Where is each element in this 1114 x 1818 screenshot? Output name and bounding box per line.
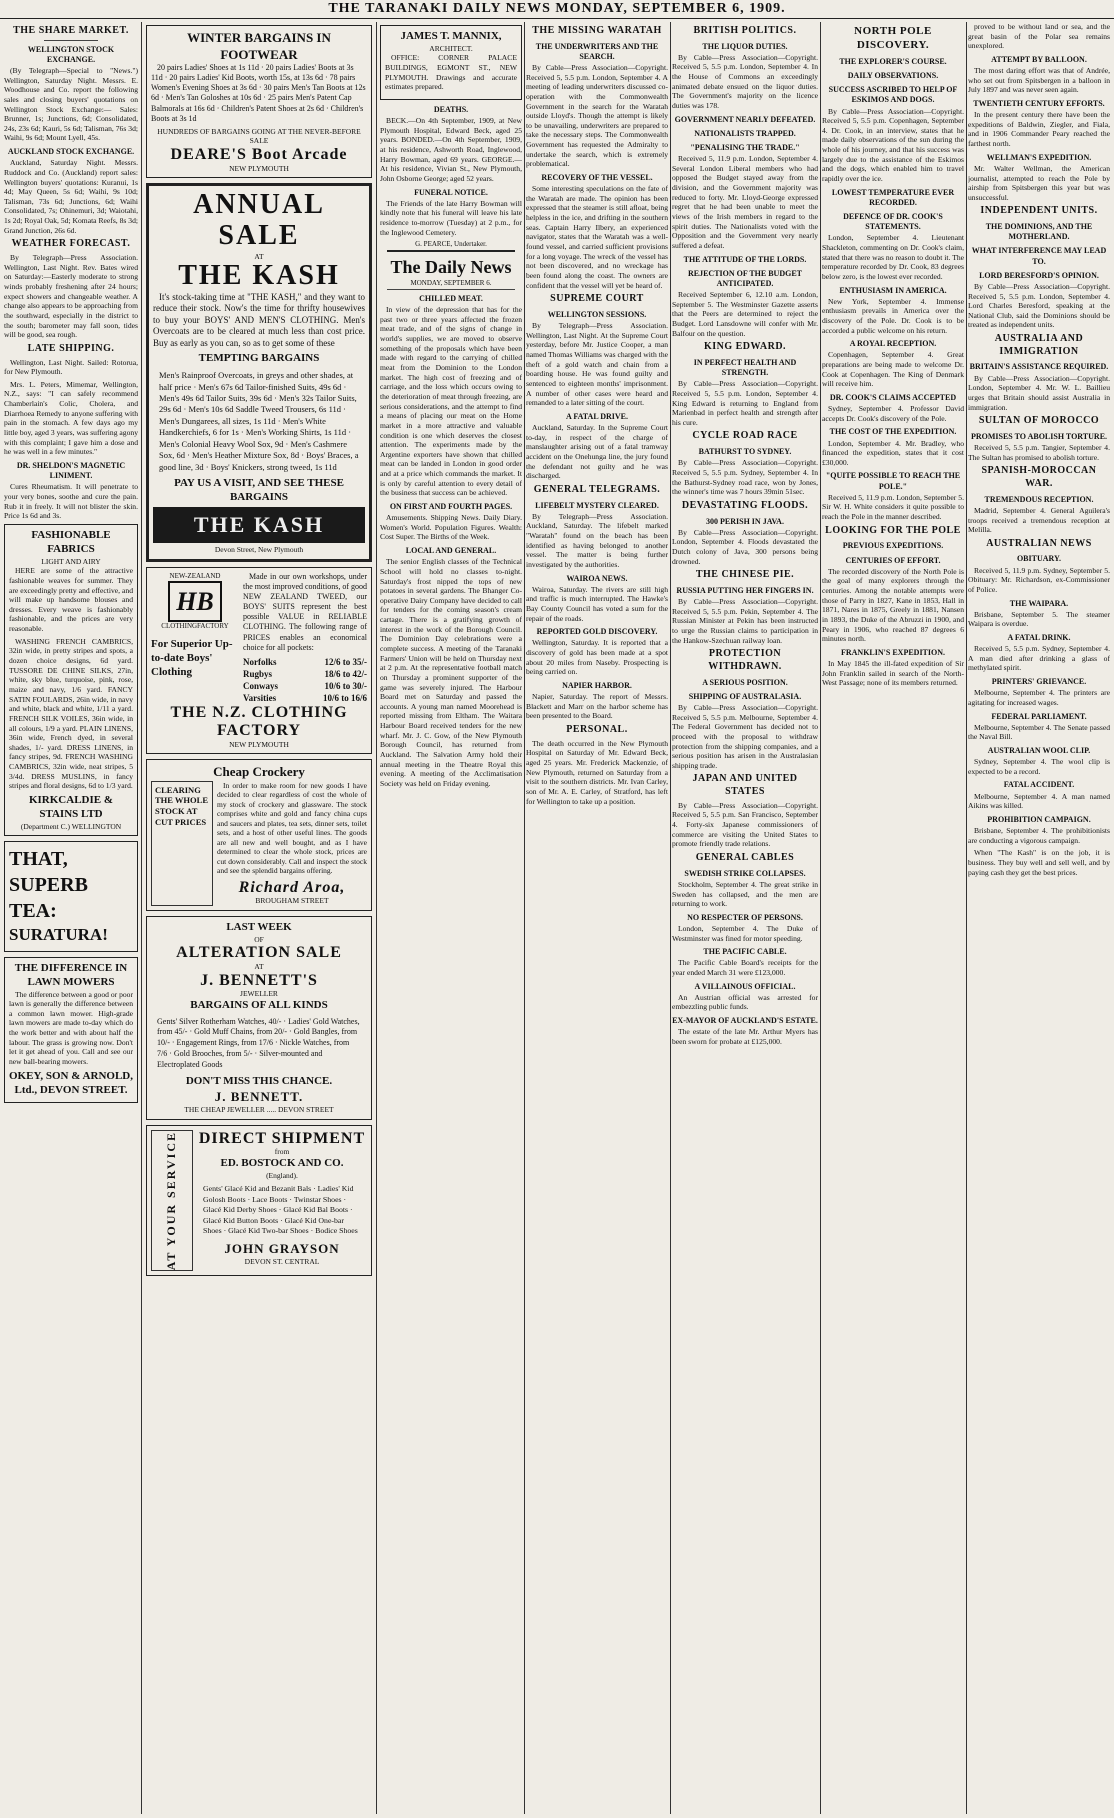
ad-signature: OKEY, SON & ARNOLD, Ltd., DEVON STREET. [9,1069,133,1096]
subheading: PROHIBITION CAMPAIGN. [987,814,1091,824]
section-heading: KING EDWARD. [703,341,787,353]
ad-title: JAMES T. MANNIX, [400,30,502,42]
ad-title: Cheap Crockery [213,764,305,780]
hb-logo-mark: HB [168,581,222,622]
ad-signature: KIRKCALDIE & STAINS LTD [28,794,114,820]
ad-note: PAY US A VISIT, AND SEE THESE BARGAINS [174,477,344,504]
ad-title: ANNUAL SALE [193,189,325,251]
section-heading: NORTH POLE DISCOVERY. [854,25,932,51]
price-list [243,656,367,705]
subheading: GOVERNMENT NEARLY DEFEATED. [674,114,816,124]
article-text: By Cable—Press Association—Copyright. Received 5, 5.5 p.m. Melbourne, September 4. The Federal Government has decided not to proceed with the proposal to withdraw protection from the shipping companies, and a serious position has arisen in the Australasian shipping trade. [672,702,818,770]
subheading: NO RESPECTER OF PERSONS. [687,912,803,922]
subheading: SWEDISH STRIKE COLLAPSES. [684,868,806,878]
ad-subtitle: ARCHITECT. [429,43,473,53]
article-text: (By Telegraph—Special to "News.") Wellington, Saturday Night. Messrs. E. Woodhouse and Co. report the following sales and closing buyers' quotations on Wellington Stock Exchange:— Sales: Brunner, 1s; Junctions, 6d; Consolidated, 24s, 23s 6d; Kauri, 5s 6d; Talisman, 76s 3d; Waihi, 9s 6d; Mount Lyell, 45s. [4,66,138,143]
subheading: PROMISES TO ABOLISH TORTURE. [970,431,1108,441]
section-heading: JAPAN AND UNITED STATES [692,773,798,798]
editorial-masthead: The Daily News [390,257,512,278]
article-text: By Telegraph—Press Association. Wellington, Last Night. Rev. Bates wired on Saturday:—Easterly moderate to strong winds probably freshening after 24 hours; expect showers and changeable weather. A change also appears to be approaching from the southward, especially in the district to the south; barometer may fall soon, tides will be good, sea rough. [4,253,138,340]
article-text: By Cable—Press Association—Copyright. Received 5, 5.5 p.m. London, September 4. A meeting of leading underwriters discussed co-operation with the Commonwealth Government in the search for the Waratah outside Lloyd's. Though the attempt is likely to be unavailing, underwriters are prepared to take the necessary steps. The Commonwealth Government has requested the Admiralty to undertake the search, which is extremely problematical. [526,63,668,169]
editorial-date: MONDAY, SEPTEMBER 6. [410,279,492,288]
column-rule [820,22,821,1814]
subheading: NAPIER HARBOR. [562,680,632,690]
article-text: London, September 4. Mr. Bradley, who financed the expedition, states that it cost £30,000. [822,438,964,467]
ad-title: DIRECT SHIPMENT [198,1129,366,1147]
section-heading: PERSONAL. [566,724,628,736]
ad-text: WASHING FRENCH CAMBRICS, 32in wide, in pretty stripes and spots, a dozen choice designs, 6d yard. TUSSORE DE CHINE SILKS, 27in, white, sky blue, turquoise, pink, rose, maize and navy, 1/6 yard. FANCY SATIN FOULARDS, 26in wide, in navy and white, black and white, 1/11 a yard. FRENCH SILK VOILES, 36in wide, in all colours, 1/9 a yard. PLAIN LINENS, 36in wide, French dyed, in several shades, 1/- yard. DRESS LINENS, in fancy stripes, 9d. FRENCH WASHING CAMBRICS, 32in wide, neat stripes, 5 3/4d. DRESS MUSLINS, in fancy stripes and floral designs, 6d to 1/3 yard. [9,636,133,791]
price-row: Varsities 10/6 to 16/6 [243,693,367,704]
ad-signature: THE N.Z. CLOTHING FACTORY [170,704,348,740]
column-3 [380,22,522,1814]
section-heading: GENERAL CABLES [695,852,795,864]
subheading: DAILY OBSERVATIONS. [847,71,939,81]
ad-location: NEW PLYMOUTH [229,739,289,749]
ad-text: Made in our own workshops, under the most improved conditions, of good NEW ZEALAND TWEED, our BOYS' SUITS represent the best possible VALUE in RELIABLE CLOTHING. The following range of PRICES enables an economical choice for all pockets: [243,571,367,652]
ad-note: HUNDREDS OF BARGAINS GOING AT THE NEVER-BEFORE SALE [157,126,361,146]
subheading: A FATAL DRIVE. [565,411,628,421]
article-text: By Cable—Press Association—Copyright. London, September 4. Mr. W. L. Baillieu urges that Britain should assist Australia in immigration. [968,373,1110,412]
price-row: Norfolks 12/6 to 35/- [243,656,367,667]
subheading: NATIONALISTS TRAPPED. [694,128,796,138]
subheading: CHILLED MEAT. [419,294,483,304]
subheading: 300 PERISH IN JAVA. [706,516,784,526]
ad-brand: THE KASH [178,260,340,292]
subheading: THE UNDERWRITERS AND THE SEARCH. [535,41,659,61]
section-heading: GENERAL TELEGRAMS. [533,483,661,495]
divider [387,289,515,290]
subheading: THE ATTITUDE OF THE LORDS. [683,254,807,264]
column-2 [146,22,372,1814]
ad-text: 20 pairs Ladies' Shoes at 1s 11d · 20 pairs Ladies' Boots at 3s 11d · 20 pairs Ladies' Kid Boots, worth 15s, at 13s 6d · 78 pairs Women's Evening Shoes at 3s 6d · 30 pairs Men's Tan Boots at 12s 6d · Men's Tan Goloshes at 10s 6d · 25 pairs Men's Patent Cap Balmorals at 16s 6d · Children's Patent Shoes at 2s 6d · Children's Boots at 3s 1d [151,63,366,123]
subheading: ATTEMPT BY BALLOON. [991,54,1087,64]
article-text: By Cable—Press Association—Copyright. London, September 4. Floods devastated the Dutch colony of Java, 300 persons being drowned. [672,527,818,566]
editorial-text: In view of the depression that has for the past two or three years affected the frozen meat trade, and of the signs of change in world's supplies, we are moved to observe something of the proposals which have been made with regard to the carrying of chilled meat from the Dominion to the London market. The high cost of freezing and of carriage, and the loss which occurs owing to the deterioration of meat through freezing, are serious considerations, and the attempt to find a means of placing our meat on the Home market in a more attractive and valuable condition is one which deserves the closest attention. The experiments made by the Argentine exporters have shown that chilled meat can be landed in London in good order and at a price which commands the market. It is only by careful attention to every detail of the business that success can be achieved. [380,305,522,498]
ad-text: The difference between a good or poor lawn is generally the difference between a common lawn mower. High-grade lawn mowers are made to-day which do the work better and with about half the labour. The grass is growing now. Don't let it get ahead of you. Call and see our new ball-bearing mowers. [9,989,133,1066]
subheading: CENTURIES OF EFFORT. [845,555,941,565]
article-text: The Pacific Cable Board's receipts for the year ended March 31 were £123,000. [672,958,818,978]
column-rule [524,22,525,1814]
article-text: When "The Kash" is on the job, it is business. They buy well and sell well, and by paying cash they get the best prices. [968,848,1110,877]
subheading: A FATAL DRINK. [1007,632,1071,642]
tea-brand: SURATURA! [9,925,108,945]
subheading: THE EXPLORER'S COURSE. [839,56,947,66]
article-text: Wairoa, Saturday. The rivers are still high and traffic is much interrupted. The Hawke's Bay County Council has voted a sum for the repair of the roads. [526,584,668,623]
ad-title: LAST WEEK [226,920,292,933]
article-text: By Cable—Press Association—Copyright. Received 5, 5.5 p.m. Sydney, September 4. In the Bathurst-Sydney road race, won by Jones, the winner's time was 7 hours 39min 51sec. [672,458,818,497]
article-text: Sydney, September 4. The wool clip is expected to be a record. [968,757,1110,776]
section-heading: WEATHER FORECAST. [11,238,131,250]
column-7 [968,22,1110,1814]
section-heading: INDEPENDENT UNITS. [980,205,1098,217]
article-text: Received 5, 11.9 p.m. Sydney, September 5. Obituary: Mr. Richardson, ex-Commissioner of Police. [968,565,1110,594]
subheading: WELLINGTON SESSIONS. [547,309,647,319]
subheading: LIFEBELT MYSTERY CLEARED. [535,500,659,510]
ad-text: HERE are some of the attractive fashionable weaves for summer. They are exceedingly pretty and effective, and will make up handsome blouses and dresses. Every weave is fashionably fashionable, and the prices are very reasonable. [9,566,133,634]
ad-signature: Richard Aroa, [238,878,346,896]
ad-subtitle: LIGHT AND AIRY [41,556,101,566]
column-1 [4,22,138,1814]
subheading: RUSSIA PUTTING HER FINGERS IN. [676,585,814,595]
ad-subtitle: BARGAINS OF ALL KINDS [190,998,328,1011]
ad-title: ALTERATION SALE [176,944,342,962]
article-text: By Cable—Press Association—Copyright. Received 5, 5.5 p.m. San Francisco, September 4. Forty-six Japanese commissioners of commerce are visiting the United States to promote friendly trade relations. [672,800,818,849]
article-text: Sydney, September 4. Professor David accepts Dr. Cook's discovery of the Pole. [822,404,964,423]
article-text: Received September 6, 12.10 a.m. London, September 5. The Westminster Gazette asserts that the Peers are determined to reject the Budget. Lord Lansdowne will confer with Mr. Balfour on the question. [672,290,818,338]
subheading: WAIROA NEWS. [566,573,628,583]
architect-card [380,25,522,100]
ad-country: (England). [266,1170,298,1180]
section-heading: PROTECTION WITHDRAWN. [708,648,782,672]
section-heading: SULTAN OF MOROCCO [978,415,1100,427]
article-text: Copenhagen, September 4. Great preparations are being made to welcome Dr. Cook at Copenhagen. The King of Denmark will receive him. [822,350,964,389]
subheading: BRITAIN'S ASSISTANCE REQUIRED. [969,362,1109,372]
article-text: Stockholm, September 4. The great strike in Sweden has collapsed, and the men are returning to work. [672,879,818,909]
subheading: DEFENCE OF DR. COOK'S STATEMENTS. [843,212,943,232]
article-text: Brisbane, September 5. The steamer Waipara is overdue. [968,609,1110,629]
subheading: FUNERAL NOTICE. [414,187,488,197]
hb-logo-top: NEW-ZEALAND [169,571,221,580]
subheading: THE PACIFIC CABLE. [703,947,787,957]
ad-text: OFFICE: CORNER PALACE BUILDINGS, EGMONT ST., NEW PLYMOUTH. Drawings and accurate estimates prepared. [385,53,517,92]
subheading: THE DOMINIONS, AND THE MOTHERLAND. [985,222,1093,242]
column-rule [966,22,967,1814]
jeweller-advertisement [146,916,372,1120]
ad-side-label: CLEARING THE WHOLE STOCK AT CUT PRICES [151,781,213,906]
ad-brand: J. BENNETT'S [200,971,318,989]
ad-title: WINTER BARGAINS IN FOOTWEAR [187,30,331,62]
ad-bargain-list: Men's Rainproof Overcoats, in greys and other shades, at half price · Men's 67s 6d Tailor-finished Suits, 49s 6d · Men's 49s 6d Tailor Suits, 39s 6d · Men's 32s Tailor Suits, 29s 6d · Men's 10s 6d Saddle Tweed Trousers, 6s 11d · Men's Dungarees, all sizes, 1s 11d · Men's White Handkerchiefs, 6 for 1s · Men's Working Shirts, 1s 11d · Men's Colonial Heavy Wool Sox, 9d · Men's Cashmere Sox, 6d · Men's Heather Mixture Sox, 8d · Boys' Braces, a good line, 3d · Boys' Knickers, strong tweed, 1s 11d [159,370,359,472]
subheading: THE LIQUOR DUTIES. [702,41,788,51]
article-text: London, September 4. Lieutenant Shackleton, commenting on Dr. Cook's claim, stated that there was no reason to doubt it. The temperature recorded by Dr. Cook, 83 degrees below zero, is the lowest ever recorded. [822,233,964,281]
subheading: IN PERFECT HEALTH AND STRENGTH. [693,357,797,378]
subheading: WELLMAN'S EXPEDITION. [986,152,1092,162]
ad-title: OF [254,934,264,944]
article-text: By Telegraph—Press Association. Auckland, Saturday. The lifebelt marked "Waratah" found on the beach has been identified as having belonged to another vessel. The matter is being further investigated by the authorities. [526,511,668,569]
article-text: London, September 4. The Duke of Westminster was fined for motor speeding. [672,923,818,943]
subheading: AUSTRALIAN WOOL CLIP. [987,745,1091,755]
ad-goods-list: Gents' Glacé Kid and Bezanit Bals · Ladies' Kid Golosh Boots · Lace Boots · Twinstar Shoes · Glacé Kid Derby Shoes · Glacé Kid Bal Boots · Glacé Kid Button Boots · Glacé Kid One-bar Shoes · Glacé Kid Two-bar Shoes · Bodice Shoes [203,1184,358,1236]
article-text: Mr. Walter Wellman, the American journalist, attempted to reach the Pole by airship from Spitsbergen this year but was unsuccessful. [968,163,1110,202]
article-text: Wellington, Saturday. It is reported that a discovery of gold has been made at a spot about 20 miles from Naseby. Prospecting is being carried on. [526,638,668,677]
hb-logo-bottom: CLOTHINGFACTORY [161,621,229,630]
article-text: Melbourne, September 4. A man named Aikins was killed. [968,791,1110,811]
section-heading: LOOKING FOR THE POLE [825,524,961,536]
divider [387,250,515,252]
crockery-advertisement [146,759,372,911]
article-text: Some interesting speculations on the fate of the Waratah are made. The opinion has been expressed that the steamer is still afloat, being helpless in the ice, and drifting in the southern seas. Captain Harry Ilbery, an experienced navigator, states that the Waratah was a well-found vessel, and carried sufficient provisions for a long voyage. The wreck of the vessel has not been discovered, and no wreckage has been found along the coast. The owners are confident that the vessel will yet be heard of. [526,184,668,290]
notice-signature: G. PEARCE, Undertaker. [415,240,487,249]
tea-line: SUPERB [9,874,88,897]
column-6 [822,22,964,1814]
subheading: FATAL ACCIDENT. [1003,780,1075,790]
article-text: New York, September 4. Immense enthusiasm prevails in America over the discovery of the Pole. Dr. Cook is to be accorded a public welcome on his return. [822,296,964,335]
section-heading: CYCLE ROAD RACE [692,430,798,442]
section-heading: SUPREME COURT [550,293,644,305]
column-rule [376,22,377,1814]
ad-title: FASHIONABLE FABRICS [31,528,111,555]
ad-location: BROUGHAM STREET [255,896,329,906]
ad-signature: J. BENNETT. [214,1088,304,1104]
article-text: Received 5, 5.5 p.m. Tangier, September 4. The Sultan has promised to abolish torture. [968,443,1110,462]
hb-logo [151,572,239,705]
ad-note: DON'T MISS THIS CHANCE. [185,1074,333,1087]
subheading: RECOVERY OF THE VESSEL. [541,173,653,183]
subheading: A VILLAINOUS OFFICIAL. [694,981,796,991]
ad-trade: JEWELLER [240,989,278,999]
advertisement-text: Cures Rheumatism. It will penetrate to your very bones, soothe and cure the pain. Rub it in freely. It will not blister the skin. Price 1s 6d and 3s. [4,482,138,521]
article-text: Received 5, 11.9 p.m. London, September 5. Sir W. H. White considers it quite possible to reach the Pole in the manner described. [822,492,964,522]
subheading: "PENALISING THE TRADE." [690,143,800,152]
subheading: AUCKLAND STOCK EXCHANGE. [7,147,135,157]
tea-line: TEA: [9,900,57,923]
subheading: FRANKLIN'S EXPEDITION. [840,647,945,657]
column-rule [141,22,142,1814]
subheading: THE WAIPARA. [1009,598,1069,608]
ad-location: NEW PLYMOUTH [229,163,289,173]
subheading: OBITUARY. [1016,554,1062,564]
subheading: WHAT INTERFERENCE MAY LEAD TO. [971,246,1107,266]
article-text: In the present century there have been the expeditions of Baldwin, Ziegler, and Fiala, and in 1906 Commander Peary reached the farthest north. [968,110,1110,149]
ad-title: THE DIFFERENCE IN LAWN MOWERS [14,961,128,988]
fabrics-advertisement [4,524,138,837]
price-row: Conways 10/6 to 30/- [243,681,367,692]
article-text: Melbourne, September 4. The Senate passed the Naval Bill. [968,722,1110,742]
ad-text: It's stock-taking time at "THE KASH," and they want to reduce their stock. Now's the time for thrifty housewives to buy your BOYS' AND MEN'S CLOTHING. Men's Overcoats are to be cleared at much less than cost price. Buy as early as you can, so as to get some of these [153,291,365,348]
ad-at: AT [254,251,264,261]
subheading: ON FIRST AND FOURTH PAGES. [389,501,513,511]
ad-bargain-list: Gents' Silver Rotherham Watches, 40/- · Ladies' Gold Watches, from 45/- · Gold Muff Chains, from 20/- · Gold Bangles, from 10/- · Engagement Rings, from 17/6 · Nickle Watches, from 7/6 · Gold Brooches, from 5/- · Silver-mounted and Electroplated Goods [157,1016,360,1069]
article-text: Auckland, Saturday. In the Supreme Court to-day, in respect of the charge of manslaughter arising out of a fatal tramway accident on the Onehunga line, the jury found the defendant not guilty and he was discharged. [526,423,668,481]
subheading: THE COST OF THE EXPEDITION. [829,427,957,437]
column-4 [526,22,668,1814]
section-heading: AUSTRALIAN NEWS [986,537,1092,549]
article-text: An Austrian official was arrested for embezzling public funds. [672,992,818,1012]
article-text: The death occurred in the New Plymouth Hospital on Saturday of Mr. Edward Beck, aged 25 years. Mr. Frederick Mackenzie, of New Plymouth, returned on Saturday from a visit to the southern districts. Mr. Ivan Carley, son of Mr. A. E. Carley, of Stratford, has left for Wellington to take up a position. [526,738,668,806]
subheading: PRINTERS' GRIEVANCE. [991,677,1087,687]
ad-location: (Department C.) WELLINGTON [20,821,122,831]
ad-location: DEVON ST. CENTRAL [244,1257,320,1267]
subheading: REJECTION OF THE BUDGET ANTICIPATED. [687,268,803,288]
ad-brand-banner: THE KASH [153,507,365,543]
clothing-factory-advertisement [146,567,372,755]
subheading: TWENTIETH CENTURY EFFORTS. [973,99,1105,108]
ad-subtitle: TEMPTING BARGAINS [198,352,320,365]
article-text: Madrid, September 4. General Aguilera's troops received a tremendous reception at Melilla. [968,505,1110,535]
article-text: By Cable—Press Association—Copyright. Received 5, 5.5 p.m. London, September 4. In the House of Commons an exceedingly animated debate ensued on the liquor duties. The Government's majority on the licence duties was 178. [672,52,818,111]
section-heading: SPANISH-MOROCCAN WAR. [981,465,1097,490]
subheading: A SERIOUS POSITION. [702,677,788,687]
article-text: Melbourne, September 4. The printers are agitating for increased wages. [968,688,1110,707]
divider [44,40,98,41]
subheading: REPORTED GOLD DISCOVERY. [536,627,658,637]
section-heading: THE MISSING WARATAH [532,25,662,36]
subheading: PREVIOUS EXPEDITIONS. [842,541,944,551]
ad-signature: DEARE'S Boot Arcade [170,145,348,163]
ad-at: AT [254,962,264,972]
tea-advertisement [4,841,138,951]
article-text: Auckland, Saturday Night. Messrs. Ruddock and Co. (Auckland) report sales: Wellington buyers' quotations: Kuranui, 1s 4d; May Queen, 5s 6d; Waihi, 9s 10d; Talisman, 73s 6d; Junctions, 6d; Waihi Consolidated, 7s; Ohinemuri, 3d; Waiotahi, 1s 2d; Royal Oak, 5d; Komata Reefs, 8s 3d; Grand Junction, 26s 6d. [4,158,138,235]
ad-location: Devon Street, New Plymouth [214,545,304,555]
subheading: DR. SHELDON'S MAGNETIC LINIMENT. [16,460,126,481]
tea-line: THAT, [9,848,68,871]
ad-supplier: ED. BOSTOCK AND CO. [220,1156,344,1169]
ad-tagline: For Superior Up-to-date Boys' Clothing [151,638,233,679]
article-text: By Cable—Press Association—Copyright. Received 5, 5.5 p.m. London, September 4. King Edward is returning to England from Marienbad in perfect health and strength after his cure. [672,379,818,427]
subheading: LOWEST TEMPERATURE EVER RECORDED. [831,187,955,207]
ad-location: THE CHEAP JEWELLER ..... DEVON STREET [184,1105,334,1115]
ad-from: from [274,1147,290,1157]
subheading: LORD BERESFORD'S OPINION. [979,270,1099,280]
article-text: Received 5, 11.9 p.m. London, September 4. Several London Liberal members who had opposed the Budget stayed away from the division, and the Government majority was reduced to forty. Mr. Lloyd-George expressed regret that he had been unable to meet the views of the Irish members in regard to the spirit duties. The Nationalists voted with the Opposition and the Government very nearly suffered a defeat. [672,154,818,250]
notice-text: The Friends of the late Harry Bowman will kindly note that his funeral will leave his late residence to-morrow (Tuesday) at 2 p.m., for the Inglewood Cemetery. [380,198,522,237]
kash-advertisement [146,183,372,562]
article-text: The recorded discovery of the North Pole is the goal of many explorers through the centuries. Among the notable attempts were those of Parry in 1827, Kane in 1853, Hall in 1871, Nares in 1875, Greely in 1881, Nansen in 1893, the Duke of the Abruzzi in 1900, and Peary in 1906, who reached 87 degrees 6 minutes north. [822,566,964,644]
footwear-advertisement [146,25,372,178]
subheading: SUCCESS ASCRIBED TO HELP OF ESKIMOS AND DOGS. [828,85,958,105]
article-text: By Cable—Press Association—Copyright. Received 5, 5.5 p.m. Copenhagen, September 4. Dr. Cook, in an interview, states that he made daily observations of the sun during the whole of his journey, and that his success was largely due to the assistance of the Eskimos and the dogs, which enabled him to travel rapidly over the ice. [822,106,964,184]
ad-text: In order to make room for new goods I have decided to clear regardless of cost the whole of my stock of crockery and glassware. The stock comprises white and gold and fancy china cups and saucers and plates, tea sets, dinner sets, toilet sets, and a host of other useful lines. The goods are all new and well bought, and as I have determined to clear the whole stock, prices are cut down considerably. Call and inspect the stock and see the splendid bargains offering. [217,780,367,876]
subheading: SHIPPING OF AUSTRALASIA. [688,691,802,701]
article-text: The estate of the late Mr. Arthur Myers has been sworn for probate at £125,000. [672,1027,818,1046]
shipment-advertisement [146,1125,372,1276]
contents-list: Amusements. Shipping News. Daily Diary. Women's World. Population Figures. Wealth: Cost Super. The Births of the Week. [380,513,522,542]
section-heading: AUSTRALIA AND IMMIGRATION [994,333,1084,357]
article-text: Received 5, 5.5 p.m. Sydney, September 4. A man died after drinking a glass of methylated spirit. [968,644,1110,673]
column-5 [672,22,818,1814]
article-text: By Cable—Press Association—Copyright. Received 5, 5.5 p.m. Pekin, September 4. The Russian Minister at Pekin has been instructed to urge the Russian claims to participation in the Hankow-Szechuan railway loan. [672,597,818,645]
ad-signature: JOHN GRAYSON [224,1240,340,1256]
notice-text: BECK.—On 4th September, 1909, at New Plymouth Hospital, Edward Beck, aged 25 years. BONDED.—On 4th September, 1909, at his residence, Ashworth Road, Inglewood, Harry Bowman, aged 69 years. GEORGE.—At his residence, Vivian St., New Plymouth, John Osborne George; aged 52 years. [380,116,522,184]
subheading: BATHURST TO SYDNEY. [698,447,792,457]
article-text: Brisbane, September 4. The prohibitionists are conducting a vigorous campaign. [968,825,1110,845]
article-text: In May 1845 the ill-fated expedition of Sir John Franklin sailed in search of the North-West Passage; none of its members returned. [822,658,964,688]
section-heading: LATE SHIPPING. [27,342,115,354]
subheading: "QUITE POSSIBLE TO REACH THE POLE." [825,471,961,491]
advertisement-text: Mrs. L. Peters, Mimemar, Wellington, N.Z., says: "I can safely recommend Chamberlain's Colic, Cholera, and Diarrhoea Remedy to anyone suffering with pain in the stomach. A few days ago my little boy, aged 3 years, was suffering agony with this complaint; I gave him a dose and he was well in a few minutes." [4,379,138,457]
subheading: WELLINGTON STOCK EXCHANGE. [27,44,115,64]
subheading: FEDERAL PARLIAMENT. [991,711,1087,721]
article-text: The most daring effort was that of Andrée, who set out from Spitsbergen in a balloon in July 1897 and was never seen again. [968,66,1110,95]
section-heading: THE CHINESE PIE. [695,569,795,581]
price-row: Rugbys 18/6 to 42/- [243,669,367,680]
article-text: The senior English classes of the Technical School will hold no classes to-night. Saturday's frost nipped the tops of new potatoes in several gardens. The Bhanger Co-operative Dairy Company have decided to call for tenders for the coming season's cream cartage. There is a gratifying growth of interest in the work of the Borough Council. The Dominion Day celebrations were a complete success. A meeting of the Taranaki Farmers' Union will be held on Thursday next at 2 p.m. At the representative football match on Thursday a prominent supporter of the game was severely injured. The Harbour Board met on Saturday and passed the accounts. A young man named Moorehead is reported missing from Eltham. The Waitara Harbour Board received tenders for the new wharf. Mr. J. C. Gow, of the New Plymouth Borough Council, has returned from Auckland. The Salvation Army hold their annual meeting in the Theatre Royal this evening. A meeting of the Acclimatisation Society was held on Friday evening. [380,557,522,788]
section-heading: THE SHARE MARKET. [13,25,129,36]
subheading: EX-MAYOR OF AUCKLAND'S ESTATE. [672,1016,818,1026]
section-heading: BRITISH POLITICS. [693,25,797,36]
subheading: LOCAL AND GENERAL. [405,546,497,556]
subheading: ENTHUSIASM IN AMERICA. [839,285,947,295]
article-text: By Cable—Press Association—Copyright. Received 5, 5.5 p.m. London, September 4. Lord Charles Beresford, speaking at the National Club, said the Dominions should be treated as independent units. [968,281,1110,330]
subheading: TREMENDOUS RECEPTION. [984,494,1094,504]
masthead: THE TARANAKI DAILY NEWS MONDAY, SEPTEMBER 6, 1909. [0,0,1114,19]
subheading: DEATHS. [433,105,469,115]
ad-side-label: AT YOUR SERVICE [164,1130,179,1270]
column-rule [670,22,671,1814]
article-text: Wellington, Last Night. Sailed: Rotorua, for New Plymouth. [4,357,138,377]
article-text: By Telegraph—Press Association. Wellington, Last Night. At the Supreme Court yesterday, before Mr. Justice Cooper, a man named Thomas Williams was charged with the theft of a gold watch and chain from a boarding house. He was found guilty and sentenced to eighteen months' imprisonment. A number of other cases were heard and remanded to a later sitting of the court. [526,321,668,408]
subheading: A ROYAL RECEPTION. [849,339,937,349]
section-heading: DEVASTATING FLOODS. [681,499,809,511]
article-text: proved to be without land or sea, and the great basin of the Polar sea remains unexplored. [968,22,1110,51]
subheading: DR. COOK'S CLAIMS ACCEPTED [829,392,957,402]
lawn-mower-advertisement [4,957,138,1103]
article-text: Napier, Saturday. The report of Messrs. Blackett and Marr on the harbor scheme has been presented to the Board. [526,692,668,721]
